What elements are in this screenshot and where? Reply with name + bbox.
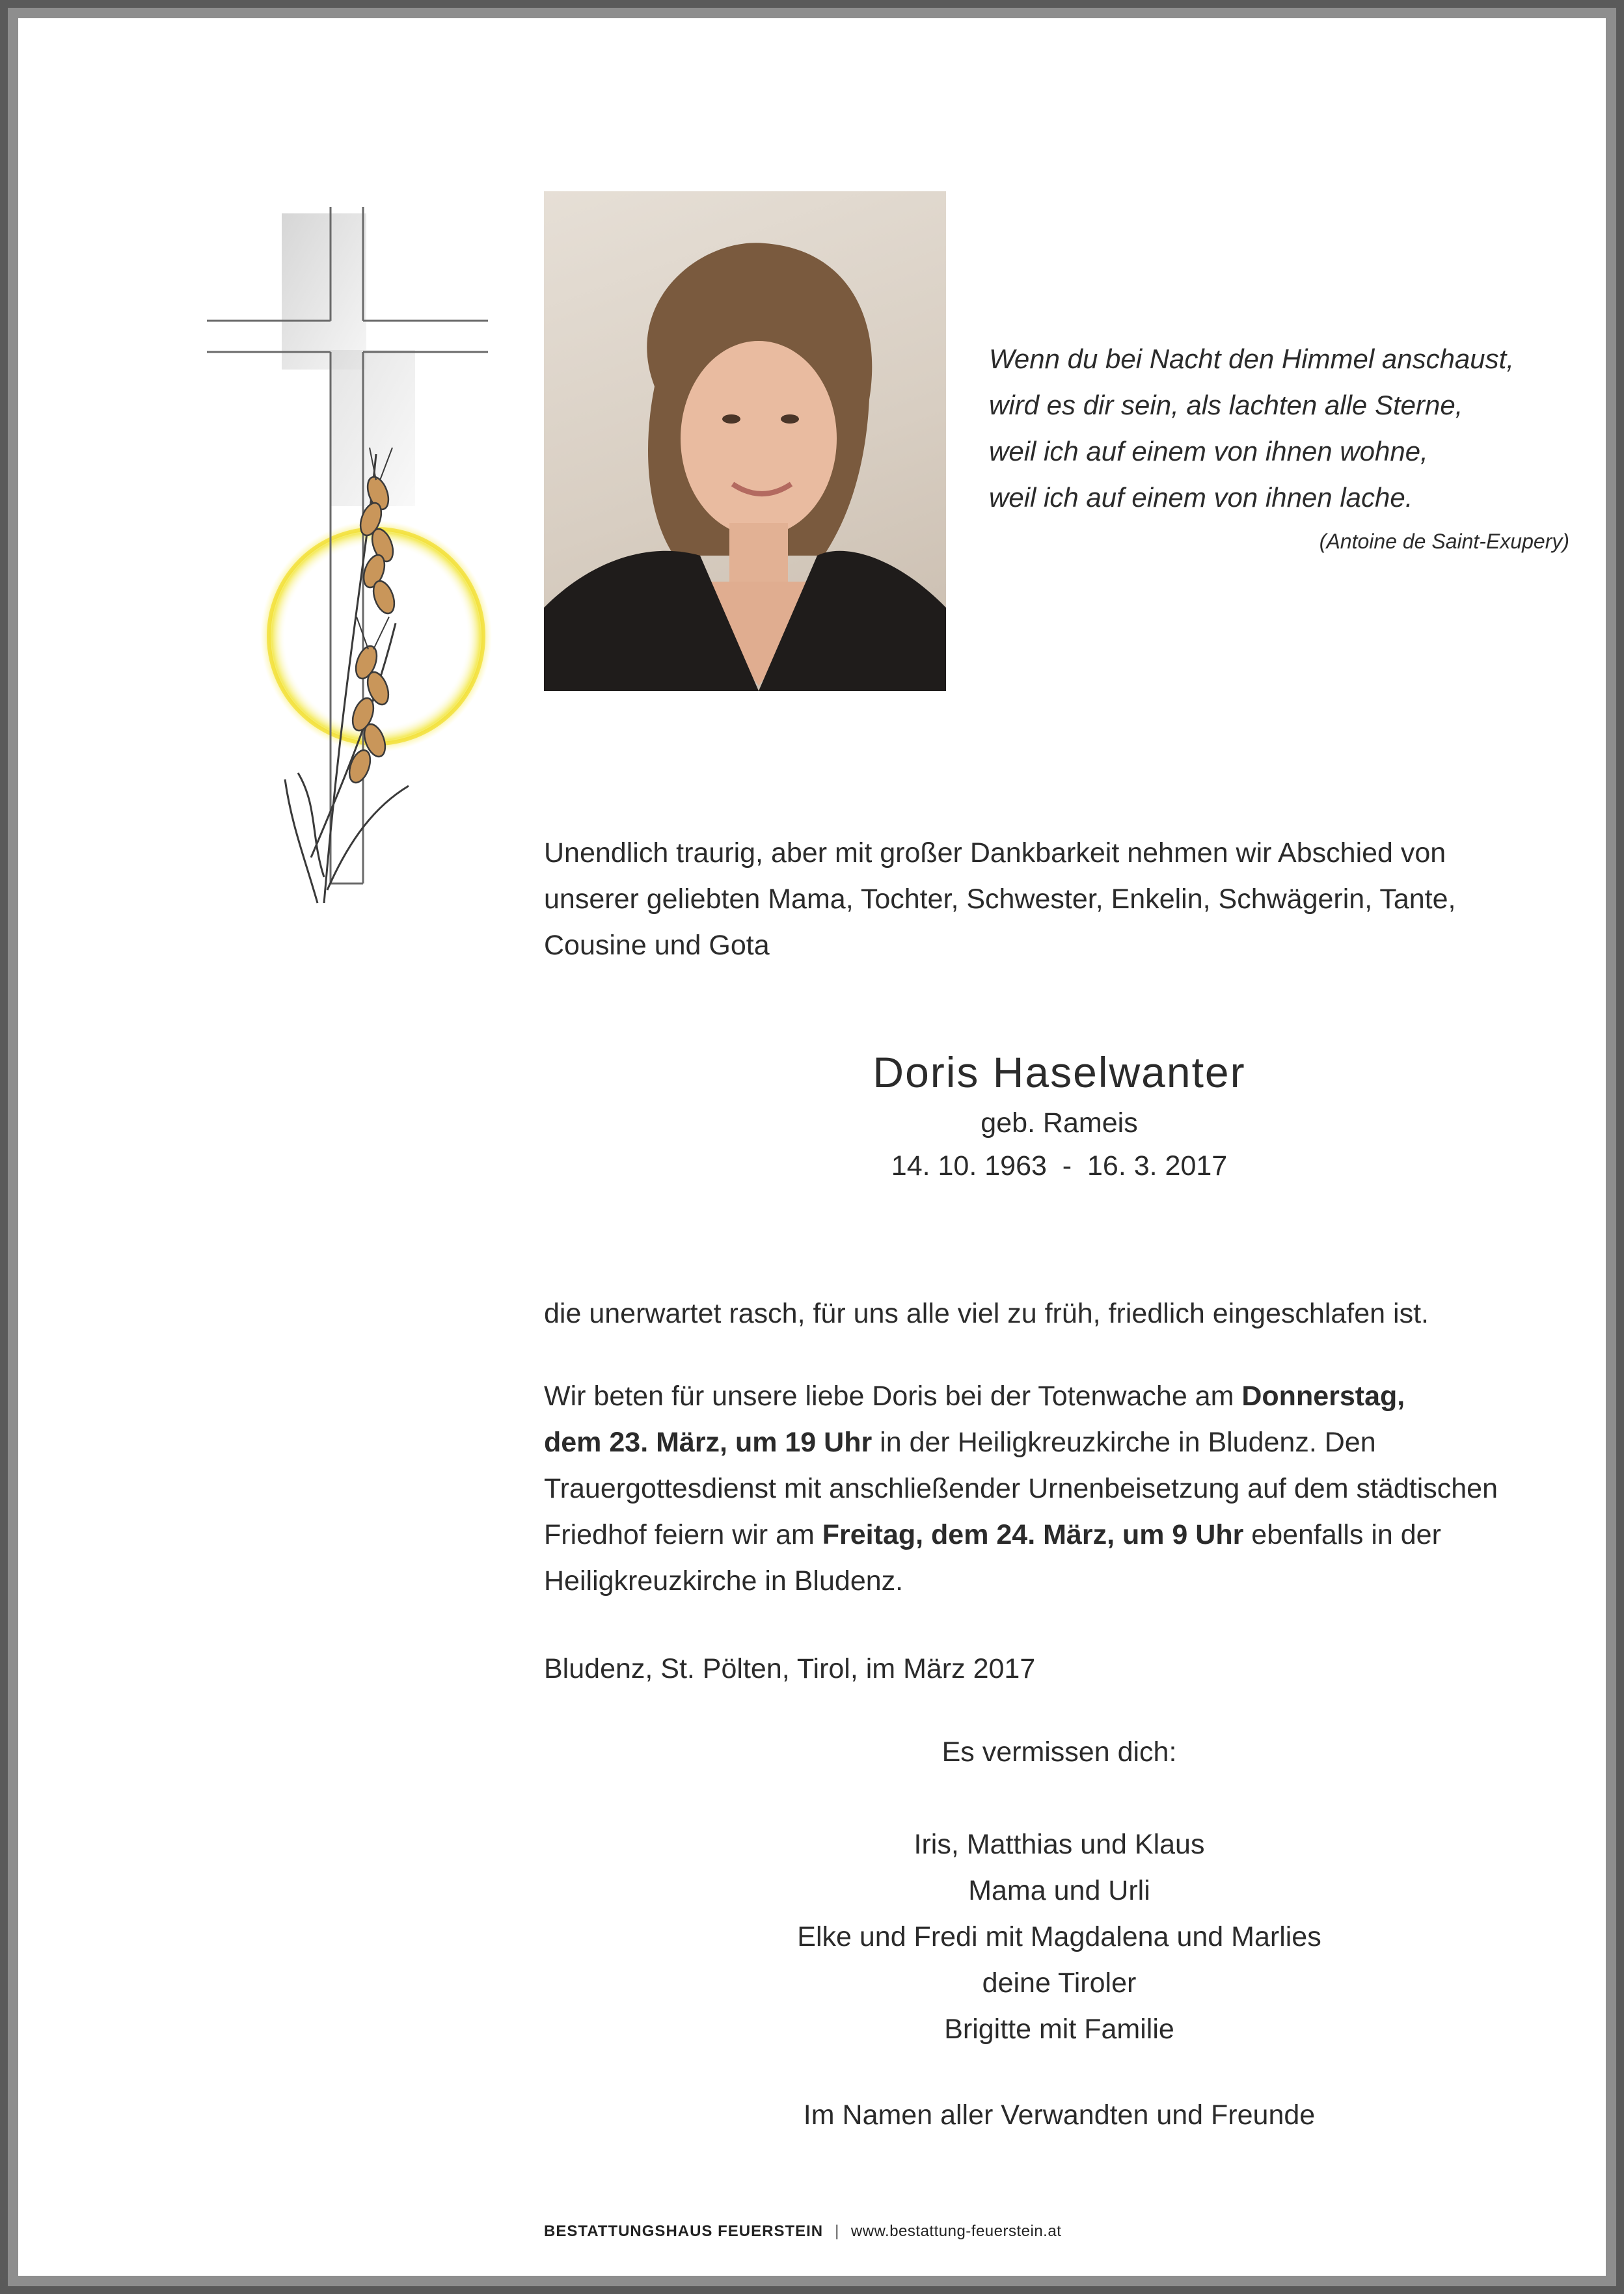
portrait-photo	[544, 191, 946, 691]
service-text: ebenfalls in der	[1243, 1519, 1441, 1550]
mourner-entry: Mama und Urli	[968, 1875, 1150, 1906]
service-text: in der Heiligkreuzkirche in Bludenz. Den	[872, 1427, 1376, 1458]
service-line	[544, 1512, 1585, 1558]
poem-quote	[989, 336, 1588, 520]
intro-paragraph	[544, 830, 1572, 969]
deceased-block	[669, 1043, 1450, 1187]
quote-line: weil ich auf einem von ihnen wohne,	[989, 436, 1428, 466]
service-date-bold: dem 23. März, um 19 Uhr	[544, 1427, 873, 1458]
obituary-sheet	[18, 18, 1606, 2276]
service-line	[544, 1420, 1585, 1466]
service-line: Heiligkreuzkirche in Bludenz.	[544, 1565, 904, 1597]
footer	[544, 2222, 1195, 2241]
funeral-home-website[interactable]: www.bestattung-feuerstein.at	[850, 2222, 1062, 2240]
service-text: Wir beten für unsere liebe Doris bei der Totenwache am	[544, 1381, 1242, 1412]
intro-line: unserer geliebten Mama, Tochter, Schwester, Enkelin, Schwägerin, Tante,	[544, 884, 1456, 915]
intro-line: Cousine und Gota	[544, 930, 770, 961]
mourners-heading: Es vermissen dich:	[941, 1736, 1177, 1768]
deceased-name: Doris Haselwanter	[873, 1048, 1246, 1096]
quote-line: weil ich auf einem von ihnen lache.	[989, 482, 1413, 513]
funeral-date-bold: Freitag, dem 24. März, um 9 Uhr	[822, 1519, 1244, 1550]
funeral-home-name: BESTATTUNGSHAUS FEUERSTEIN	[544, 2222, 824, 2240]
service-line	[544, 1373, 1585, 1420]
mourner-entry: Iris, Matthias und Klaus	[914, 1829, 1205, 1860]
quote-line: wird es dir sein, als lachten alle Sterne,	[989, 390, 1463, 420]
mourner-entry: Elke und Fredi mit Magdalena und Marlies	[797, 1921, 1321, 1952]
footer-separator: |	[835, 2222, 839, 2240]
passing-paragraph: die unerwartet rasch, für uns alle viel zu früh, friedlich eingeschlafen ist.	[544, 1298, 1429, 1329]
intro-line: Unendlich traurig, aber mit großer Dankbarkeit nehmen wir Abschied von	[544, 837, 1446, 869]
quote-line: Wenn du bei Nacht den Himmel anschaust,	[989, 344, 1514, 374]
service-paragraph	[544, 1373, 1585, 1604]
closing-line: Im Namen aller Verwandten und Freunde	[803, 2099, 1316, 2131]
service-day-bold: Donnerstag,	[1241, 1381, 1405, 1412]
maiden-name: geb. Rameis	[981, 1107, 1138, 1139]
service-text: Friedhof feiern wir am	[544, 1519, 822, 1550]
quote-author: (Antoine de Saint-Exupery)	[1319, 530, 1569, 553]
life-dates: 14. 10. 1963 - 16. 3. 2017	[891, 1150, 1228, 1181]
mourner-entry: Brigitte mit Familie	[944, 2014, 1174, 2045]
cross-wheat-illustration	[181, 168, 545, 949]
mourner-entry: deine Tiroler	[982, 1967, 1137, 1999]
mourners-list	[669, 1729, 1450, 2053]
place-date-line: Bludenz, St. Pölten, Tirol, im März 2017	[544, 1653, 1036, 1684]
service-line: Trauergottesdienst mit anschließender Urnenbeisetzung auf dem städtischen	[544, 1473, 1498, 1504]
